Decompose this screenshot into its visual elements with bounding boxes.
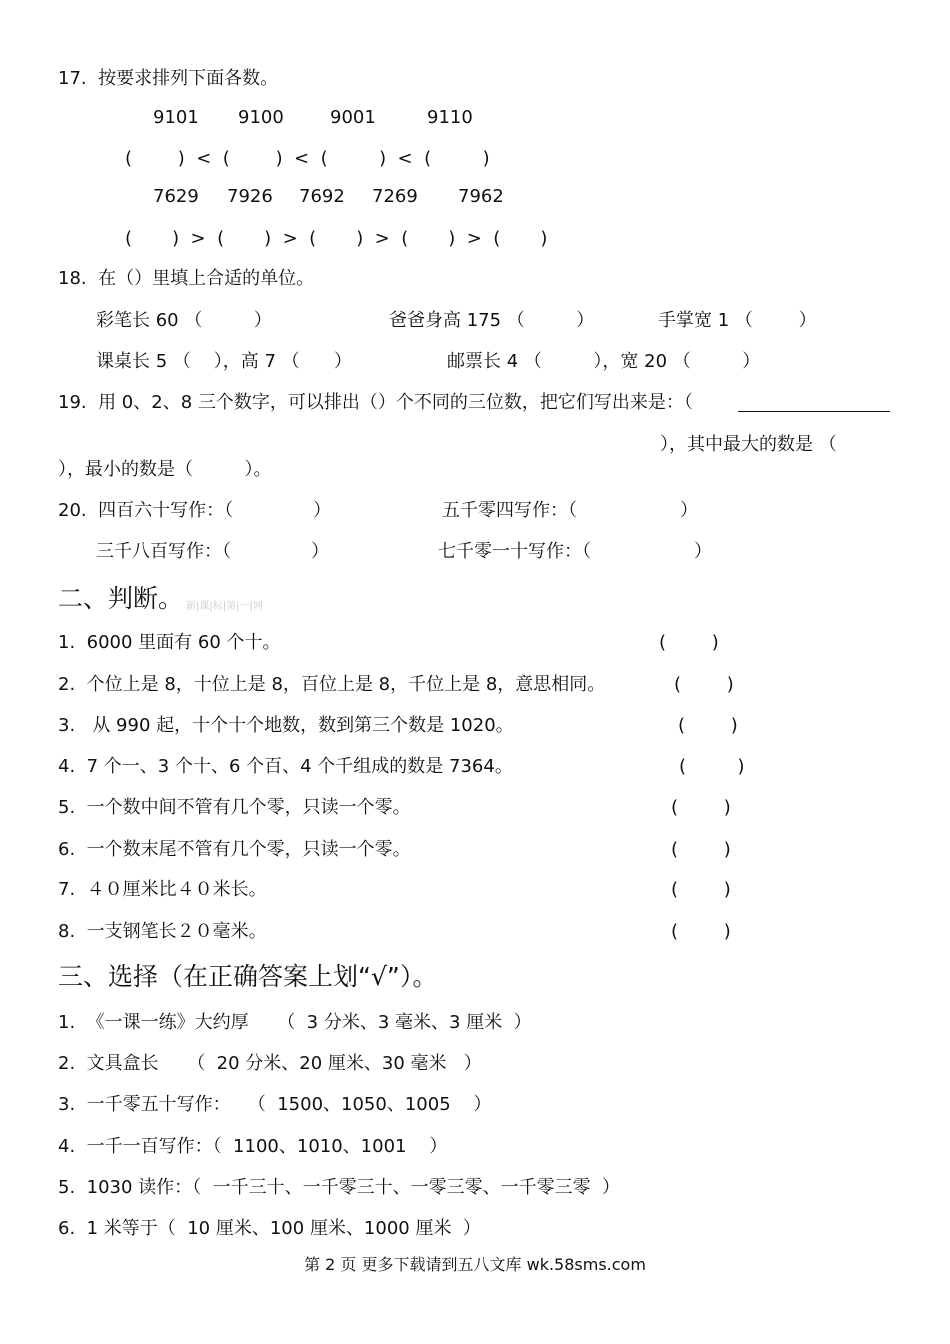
judge-answer-bracket[interactable]: ( ) <box>674 674 734 695</box>
q20-item[interactable]: 20. 四百六十写作：（ ） <box>58 500 332 521</box>
choice-item[interactable]: 6. 1 米等于（ 10 厘米、100 厘米、1000 厘米 ） <box>58 1218 481 1239</box>
judge-answer-bracket[interactable]: ( ) <box>671 921 731 942</box>
q17-number: 7926 <box>227 186 273 207</box>
q18-item[interactable]: 手掌宽 1 （ ） <box>658 310 817 331</box>
choice-item[interactable]: 3. 一千零五十写作： （ 1500、1050、1005 ） <box>58 1094 492 1115</box>
section-2-heading: 二、判断。 <box>58 584 184 613</box>
choice-item[interactable]: 5. 1030 读作：（ 一千三十、一千零三十、一零三零、一千零三零 ） <box>58 1177 621 1198</box>
judge-answer-bracket[interactable]: ( ) <box>679 756 745 777</box>
q18-title: 18. 在（）里填上合适的单位。 <box>58 268 315 289</box>
judge-item: 2. 个位上是 8，十位上是 8，百位上是 8，千位上是 8，意思相同。 <box>58 674 606 695</box>
q17-number: 9001 <box>330 107 376 128</box>
q20-item[interactable]: 五千零四写作：（ ） <box>442 500 698 521</box>
q19-line-1: 19. 用 0、2、8 三个数字，可以排出（）个不同的三位数，把它们写出来是：（ <box>58 392 693 413</box>
q17-title: 17. 按要求排列下面各数。 <box>58 68 279 89</box>
judge-item: 1. 6000 里面有 60 个十。 <box>58 632 281 653</box>
q17-number: 7692 <box>299 186 345 207</box>
q18-item[interactable]: 彩笔长 60 （ ） <box>96 310 272 331</box>
page-footer: 第 2 页 更多下载请到五八文库 wk.58sms.com <box>304 1255 646 1274</box>
q18-item[interactable]: 邮票长 4 （ ），宽 20 （ ） <box>447 351 761 372</box>
judge-item: 7. ４０厘米比４０米长。 <box>58 879 267 900</box>
judge-answer-bracket[interactable]: ( ) <box>671 797 731 818</box>
q20-item[interactable]: 三千八百写作：（ ） <box>96 541 330 562</box>
q17-number: 7962 <box>458 186 504 207</box>
q17-number: 7629 <box>153 186 199 207</box>
judge-item: 4. 7 个一、3 个十、6 个百、4 个千组成的数是 7364。 <box>58 756 513 777</box>
choice-item[interactable]: 4. 一千一百写作：（ 1100、1010、1001 ） <box>58 1136 448 1157</box>
q18-item[interactable]: 爸爸身高 175 （ ） <box>389 310 595 331</box>
judge-item: 5. 一个数中间不管有几个零，只读一个零。 <box>58 797 411 818</box>
q17-blank-row-2[interactable]: ( ) > ( ) > ( ) > ( ) > ( ) <box>125 228 548 249</box>
judge-item: 6. 一个数末尾不管有几个零，只读一个零。 <box>58 839 411 860</box>
judge-answer-bracket[interactable]: ( ) <box>671 879 731 900</box>
q19-line-2: ），其中最大的数是 （ <box>660 434 837 455</box>
q17-number: 9101 <box>153 107 199 128</box>
section-3-heading: 三、选择（在正确答案上划“√”）。 <box>58 962 438 991</box>
q17-number: 9100 <box>238 107 284 128</box>
q19-line-3[interactable]: ），最小的数是（ ）。 <box>58 459 272 480</box>
judge-answer-bracket[interactable]: ( ) <box>678 715 738 736</box>
q19-answer-underline[interactable] <box>738 411 890 412</box>
choice-item[interactable]: 1. 《一课一练》大约厚 （ 3 分米、3 毫米、3 厘米 ） <box>58 1012 532 1033</box>
choice-item[interactable]: 2. 文具盒长 （ 20 分米、20 厘米、30 毫米 ） <box>58 1053 482 1074</box>
q17-blank-row-1[interactable]: ( ) < ( ) < ( ) < ( ) <box>125 148 490 169</box>
judge-answer-bracket[interactable]: ( ) <box>671 839 731 860</box>
q17-number: 9110 <box>427 107 473 128</box>
judge-item: 3. 从 990 起，十个十个地数，数到第三个数是 1020。 <box>58 715 514 736</box>
watermark-text: 新|课|标|第|一|网 <box>186 601 263 612</box>
judge-answer-bracket[interactable]: ( ) <box>659 632 719 653</box>
judge-item: 8. 一支钢笔长２０毫米。 <box>58 921 267 942</box>
q18-item[interactable]: 课桌长 5 （ ），高 7 （ ） <box>96 351 353 372</box>
q17-number: 7269 <box>372 186 418 207</box>
q20-item[interactable]: 七千零一十写作：（ ） <box>438 541 712 562</box>
